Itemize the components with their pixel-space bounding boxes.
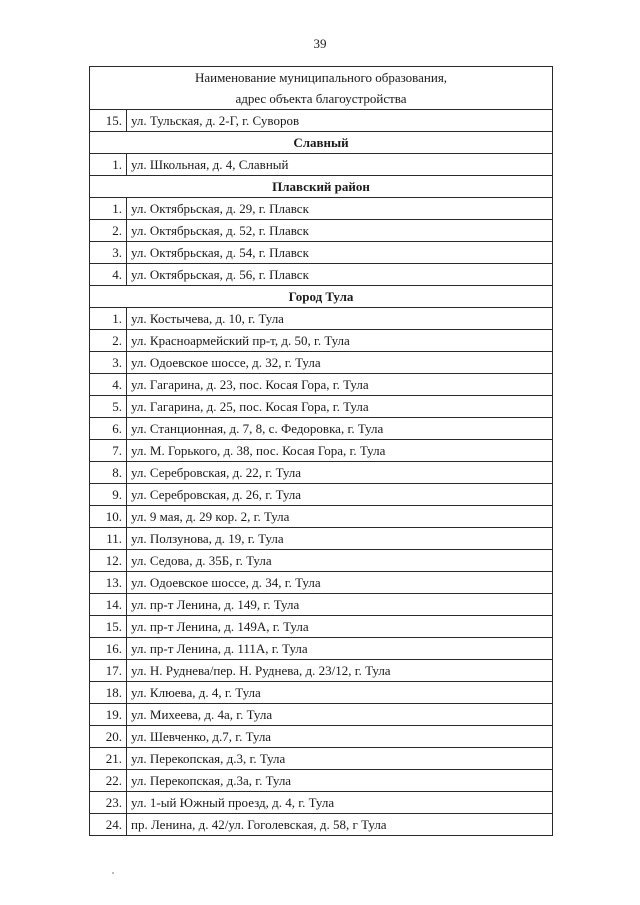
table-row: [90, 396, 553, 418]
row-address: ул. пр-т Ленина, д. 149, г. Тула: [127, 594, 553, 616]
table-row: [90, 418, 553, 440]
table-row: [90, 506, 553, 528]
row-number: 13.: [90, 572, 127, 594]
section-header-row: [90, 286, 553, 308]
row-address: ул. Одоевское шоссе, д. 34, г. Тула: [127, 572, 553, 594]
row-number: 10.: [90, 506, 127, 528]
table-row: [90, 264, 553, 286]
table-row: [90, 110, 553, 132]
address-table-body: [90, 67, 553, 836]
row-number: 24.: [90, 814, 127, 836]
row-address: ул. Шевченко, д.7, г. Тула: [127, 726, 553, 748]
table-row: [90, 792, 553, 814]
row-address: ул. Станционная, д. 7, 8, с. Федоровка, г. Тула: [127, 418, 553, 440]
row-number: 8.: [90, 462, 127, 484]
row-number: 12.: [90, 550, 127, 572]
table-row: [90, 594, 553, 616]
header-line-2: адрес объекта благоустройства: [235, 91, 407, 106]
row-number: 1.: [90, 308, 127, 330]
table-header-row: [90, 67, 553, 110]
table-row: [90, 308, 553, 330]
table-row: [90, 550, 553, 572]
row-number: 1.: [90, 154, 127, 176]
table-row: [90, 616, 553, 638]
row-number: 2.: [90, 220, 127, 242]
table-header-cell: [90, 67, 553, 110]
row-number: 3.: [90, 242, 127, 264]
row-number: 21.: [90, 748, 127, 770]
row-number: 11.: [90, 528, 127, 550]
row-address: ул. Октябрьская, д. 56, г. Плавск: [127, 264, 553, 286]
row-address: ул. Октябрьская, д. 54, г. Плавск: [127, 242, 553, 264]
row-address: ул. Клюева, д. 4, г. Тула: [127, 682, 553, 704]
row-address: ул. Октябрьская, д. 29, г. Плавск: [127, 198, 553, 220]
table-row: [90, 154, 553, 176]
table-row: [90, 528, 553, 550]
row-number: 22.: [90, 770, 127, 792]
address-table: [89, 66, 553, 836]
table-row: [90, 198, 553, 220]
row-number: 23.: [90, 792, 127, 814]
row-address: ул. Костычева, д. 10, г. Тула: [127, 308, 553, 330]
table-row: [90, 352, 553, 374]
row-address: пр. Ленина, д. 42/ул. Гоголевская, д. 58, г Тула: [127, 814, 553, 836]
row-number: 6.: [90, 418, 127, 440]
row-address: ул. Перекопская, д.3, г. Тула: [127, 748, 553, 770]
row-address: ул. Гагарина, д. 25, пос. Косая Гора, г. Тула: [127, 396, 553, 418]
table-row: [90, 484, 553, 506]
row-number: 1.: [90, 198, 127, 220]
table-row: [90, 748, 553, 770]
section-title: Город Тула: [90, 286, 553, 308]
row-number: 9.: [90, 484, 127, 506]
row-number: 4.: [90, 374, 127, 396]
section-title: Плавский район: [90, 176, 553, 198]
table-row: [90, 374, 553, 396]
section-title: Славный: [90, 132, 553, 154]
section-header-row: [90, 176, 553, 198]
row-address: ул. Школьная, д. 4, Славный: [127, 154, 553, 176]
row-number: 19.: [90, 704, 127, 726]
row-address: ул. пр-т Ленина, д. 111А, г. Тула: [127, 638, 553, 660]
row-number: 2.: [90, 330, 127, 352]
row-address: ул. 1-ый Южный проезд, д. 4, г. Тула: [127, 792, 553, 814]
row-address: ул. Серебровская, д. 22, г. Тула: [127, 462, 553, 484]
table-row: [90, 704, 553, 726]
table-row: [90, 462, 553, 484]
row-number: 17.: [90, 660, 127, 682]
table-row: [90, 770, 553, 792]
table-row: [90, 660, 553, 682]
table-row: [90, 682, 553, 704]
row-address: ул. Гагарина, д. 23, пос. Косая Гора, г. Тула: [127, 374, 553, 396]
row-number: 18.: [90, 682, 127, 704]
row-address: ул. Красноармейский пр-т, д. 50, г. Тула: [127, 330, 553, 352]
row-address: ул. Тульская, д. 2-Г, г. Суворов: [127, 110, 553, 132]
table-row: [90, 440, 553, 462]
row-address: ул. пр-т Ленина, д. 149А, г. Тула: [127, 616, 553, 638]
row-number: 15.: [90, 616, 127, 638]
row-number: 20.: [90, 726, 127, 748]
row-address: ул. М. Горького, д. 38, пос. Косая Гора, г. Тула: [127, 440, 553, 462]
row-number: 15.: [90, 110, 127, 132]
row-address: ул. Перекопская, д.3а, г. Тула: [127, 770, 553, 792]
row-address: ул. Н. Руднева/пер. Н. Руднева, д. 23/12, г. Тула: [127, 660, 553, 682]
row-address: ул. Ползунова, д. 19, г. Тула: [127, 528, 553, 550]
row-address: ул. 9 мая, д. 29 кор. 2, г. Тула: [127, 506, 553, 528]
scan-speck: [112, 872, 114, 874]
table-row: [90, 638, 553, 660]
table-row: [90, 814, 553, 836]
table-row: [90, 220, 553, 242]
row-address: ул. Седова, д. 35Б, г. Тула: [127, 550, 553, 572]
row-address: ул. Михеева, д. 4а, г. Тула: [127, 704, 553, 726]
row-number: 3.: [90, 352, 127, 374]
row-number: 14.: [90, 594, 127, 616]
table-row: [90, 726, 553, 748]
row-address: ул. Октябрьская, д. 52, г. Плавск: [127, 220, 553, 242]
header-line-1: Наименование муниципального образования,: [194, 70, 448, 85]
table-row: [90, 242, 553, 264]
row-number: 4.: [90, 264, 127, 286]
row-address: ул. Серебровская, д. 26, г. Тула: [127, 484, 553, 506]
page-number: 39: [313, 36, 327, 51]
row-address: ул. Одоевское шоссе, д. 32, г. Тула: [127, 352, 553, 374]
row-number: 5.: [90, 396, 127, 418]
row-number: 7.: [90, 440, 127, 462]
table-row: [90, 572, 553, 594]
row-number: 16.: [90, 638, 127, 660]
section-header-row: [90, 132, 553, 154]
table-row: [90, 330, 553, 352]
